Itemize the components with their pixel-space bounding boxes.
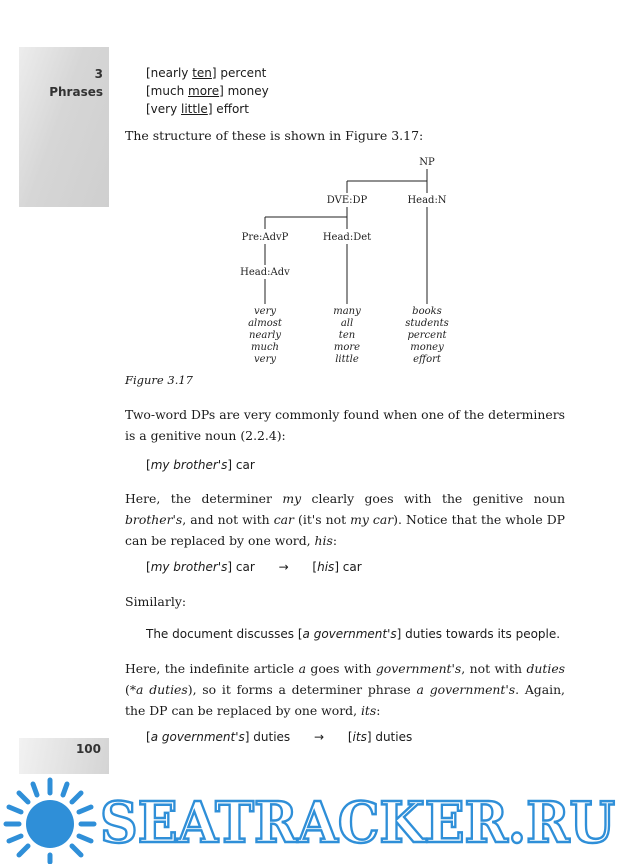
example-open: [nearly	[146, 66, 193, 80]
example-italic: a government's	[302, 627, 397, 641]
example-underlined: more	[188, 84, 220, 98]
text: Here, the determiner	[125, 491, 283, 506]
example-underlined: ten	[192, 66, 212, 80]
italic-text: my car	[350, 512, 394, 527]
tree-node-head-det: Head:Det	[322, 232, 372, 243]
example-italic: my brother's	[150, 458, 228, 472]
text: (it's not	[293, 512, 351, 527]
example-replacement-his	[146, 560, 362, 574]
paragraph-text: Two-word DPs are very commonly found when one of the determiners is a genitive noun (2.2.4):	[125, 407, 565, 443]
example-close: ] effort	[207, 102, 249, 116]
italic-text: *a duties	[129, 682, 188, 697]
watermark	[0, 762, 628, 864]
tree-leaf-n: students	[405, 318, 449, 329]
example-open: [much	[146, 84, 188, 98]
example-my-brothers-car	[146, 458, 255, 472]
tree-leaf-n: books	[412, 306, 442, 317]
tree-leaf-adv: very	[254, 306, 276, 317]
watermark-text: SEATRACKER.RU	[100, 790, 615, 856]
tree-leaf-adv: much	[251, 342, 279, 353]
intro-sentence: The structure of these is shown in Figure 3.17:	[125, 128, 424, 143]
tree-leaf-adv: nearly	[249, 330, 281, 341]
text: . Again, the DP can be replaced by one word,	[125, 682, 566, 718]
tree-leaf-adv: almost	[248, 318, 282, 329]
example-close: ] car	[227, 458, 255, 472]
example-line	[146, 100, 269, 118]
italic-text: my	[282, 491, 302, 506]
italic-text: its	[360, 703, 377, 718]
example-close: ] car	[334, 560, 362, 574]
tree-node-pre: Pre:AdvP	[241, 232, 289, 243]
example-italic: my brother's	[150, 560, 228, 574]
example-close: ] money	[219, 84, 269, 98]
bracket: [	[146, 730, 151, 744]
tree-leaf-n: percent	[407, 330, 447, 341]
paragraph-1	[125, 404, 565, 446]
chapter-number: 3	[94, 67, 103, 81]
italic-text: a government's	[416, 682, 516, 697]
tree-node-head-n: Head:N	[407, 195, 447, 206]
chapter-tab	[19, 47, 109, 207]
example-open: [very	[146, 102, 182, 116]
tree-node-head-adv: Head:Adv	[240, 267, 290, 278]
example-close: ] car	[227, 560, 255, 574]
example-close: ] percent	[211, 66, 267, 80]
chapter-title: Phrases	[49, 85, 103, 99]
figure-caption: Figure 3.17	[125, 373, 193, 387]
tree-leaf-det: more	[333, 342, 361, 353]
italic-text: his	[314, 533, 333, 548]
tree-node-dp: DVE:DP	[326, 195, 368, 206]
text: :	[376, 703, 381, 718]
text: , not with	[461, 661, 527, 676]
arrow-icon: →	[278, 560, 289, 574]
tree-leaf-det: ten	[338, 330, 356, 341]
italic-text: car	[273, 512, 294, 527]
bracket: [	[347, 730, 353, 744]
tree-leaf-det: many	[333, 306, 361, 317]
bracket: [	[146, 458, 151, 472]
example-line	[146, 82, 269, 100]
page-number: 100	[75, 742, 101, 756]
text: Here, the indefinite article	[125, 661, 299, 676]
tree-diagram	[200, 150, 480, 375]
tree-leaf-det: all	[340, 318, 354, 329]
text: The document discusses [	[146, 627, 303, 641]
example-replacement-its	[146, 730, 412, 744]
paragraph-2	[125, 488, 565, 551]
text: , and not with	[182, 512, 274, 527]
text: clearly goes with the genitive noun	[301, 491, 565, 506]
example-italic: his	[317, 560, 335, 574]
example-line	[146, 64, 269, 82]
italic-text: brother's	[125, 512, 183, 527]
example-close: ] duties	[244, 730, 291, 744]
bracket: [	[312, 560, 318, 574]
example-italic: its	[352, 730, 367, 744]
paragraph-3	[125, 658, 565, 721]
tree-node-np: NP	[419, 157, 435, 168]
tree-leaf-det: little	[335, 354, 359, 365]
text: ), so it forms a determiner phrase	[187, 682, 417, 697]
text: :	[332, 533, 338, 548]
tree-leaf-adv: very	[254, 354, 276, 365]
text: ] duties towards its people.	[396, 627, 561, 641]
text: ). Notice that the whole DP can be replaced by one word,	[125, 512, 565, 548]
italic-text: a	[298, 661, 306, 676]
example-underlined: little	[181, 102, 208, 116]
tree-leaf-n: effort	[413, 354, 441, 365]
example-close: ] duties	[366, 730, 413, 744]
bracket: [	[146, 560, 151, 574]
tree-leaf-n: money	[410, 342, 444, 353]
arrow-icon: →	[313, 730, 325, 744]
italic-text: duties	[526, 661, 566, 676]
example-italic: a government's	[150, 730, 245, 744]
top-examples	[146, 64, 269, 118]
italic-text: government's	[375, 661, 462, 676]
text: (	[125, 682, 130, 697]
similarly-text: Similarly:	[125, 594, 187, 609]
text: goes with	[305, 661, 376, 676]
example-government	[146, 627, 560, 641]
sun-logo-icon	[6, 780, 94, 862]
